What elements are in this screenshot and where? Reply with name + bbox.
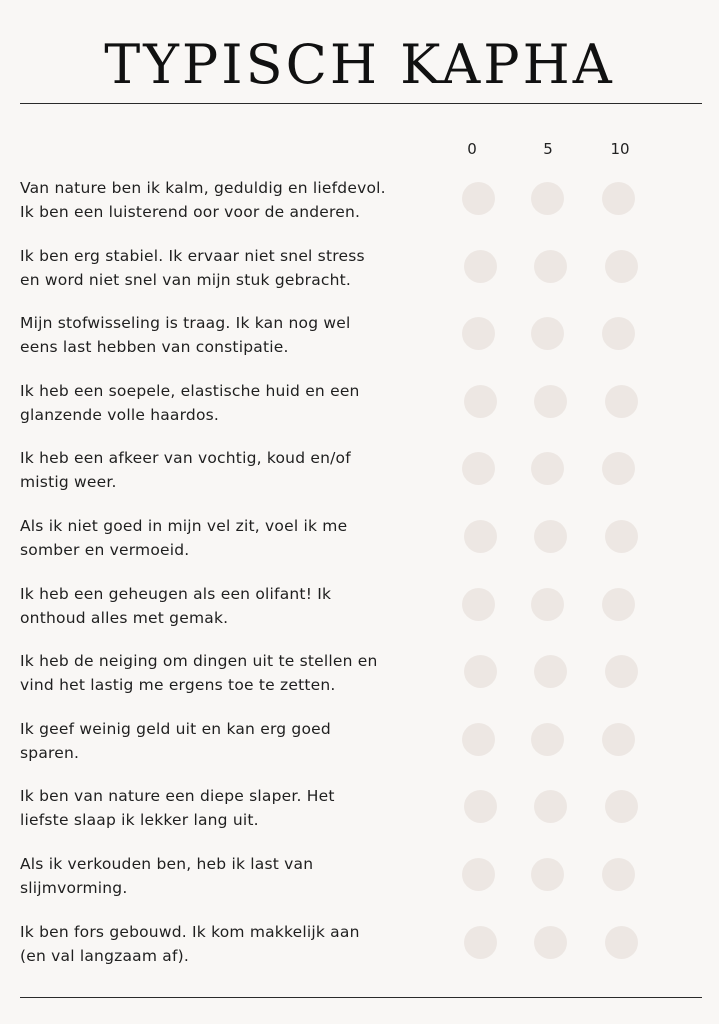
question-line-1: Ik ben van nature een diepe slaper. Het xyxy=(20,787,335,805)
question-line-1: Ik ben fors gebouwd. Ik kom makkelijk aan xyxy=(20,923,360,941)
question-row xyxy=(0,718,719,774)
question-line-1: Ik heb een soepele, elastische huid en een xyxy=(20,382,360,400)
question-line-1: Als ik niet goed in mijn vel zit, voel ik me xyxy=(20,517,348,535)
question-line-1: Van nature ben ik kalm, geduldig en liefdevol. xyxy=(20,179,386,197)
question-text xyxy=(20,583,440,630)
rating-circle-5[interactable] xyxy=(534,790,567,823)
question-text xyxy=(20,245,440,292)
rating-circle-10[interactable] xyxy=(605,790,638,823)
question-text xyxy=(20,177,440,224)
rating-circle-0[interactable] xyxy=(462,858,495,891)
question-line-2: mistig weer. xyxy=(20,472,117,491)
rating-circle-0[interactable] xyxy=(464,655,497,688)
rating-circle-0[interactable] xyxy=(462,182,495,215)
rating-circle-10[interactable] xyxy=(602,858,635,891)
rating-circle-10[interactable] xyxy=(602,317,635,350)
rating-circle-5[interactable] xyxy=(534,385,567,418)
question-line-2: sparen. xyxy=(20,743,80,762)
page-title: TYPISCH KAPHA xyxy=(104,33,615,96)
bottom-divider xyxy=(20,997,702,998)
question-row xyxy=(0,785,719,841)
question-row xyxy=(0,312,719,368)
rating-circle-5[interactable] xyxy=(534,520,567,553)
question-text xyxy=(20,447,440,494)
rating-circle-10[interactable] xyxy=(602,182,635,215)
question-text xyxy=(20,921,440,968)
question-line-2: vind het lastig me ergens toe te zetten. xyxy=(20,675,336,694)
question-row xyxy=(0,515,719,571)
rating-circle-0[interactable] xyxy=(462,588,495,621)
question-line-2: Ik ben een luisterend oor voor de anderen. xyxy=(20,202,361,221)
question-line-1: Ik geef weinig geld uit en kan erg goed xyxy=(20,720,331,738)
question-line-2: eens last hebben van constipatie. xyxy=(20,337,289,356)
rating-circle-5[interactable] xyxy=(531,317,564,350)
rating-circle-5[interactable] xyxy=(534,655,567,688)
question-text xyxy=(20,312,440,359)
rating-circle-10[interactable] xyxy=(605,655,638,688)
question-line-2: glanzende volle haardos. xyxy=(20,405,220,424)
rating-circle-10[interactable] xyxy=(602,588,635,621)
rating-circle-10[interactable] xyxy=(605,926,638,959)
rating-circle-10[interactable] xyxy=(605,250,638,283)
question-line-1: Ik heb een afkeer van vochtig, koud en/of xyxy=(20,449,351,467)
top-divider xyxy=(20,103,702,104)
question-line-2: onthoud alles met gemak. xyxy=(20,608,229,627)
rating-circle-5[interactable] xyxy=(531,858,564,891)
question-row xyxy=(0,650,719,706)
question-line-1: Ik heb een geheugen als een olifant! Ik xyxy=(20,585,332,603)
question-line-2: liefste slaap ik lekker lang uit. xyxy=(20,810,259,829)
question-line-1: Mijn stofwisseling is traag. Ik kan nog wel xyxy=(20,314,351,332)
question-text xyxy=(20,785,440,832)
rating-circle-0[interactable] xyxy=(462,317,495,350)
scale-label-0: 0 xyxy=(467,140,477,158)
question-text xyxy=(20,380,440,427)
question-line-2: slijmvorming. xyxy=(20,878,128,897)
question-row xyxy=(0,921,719,977)
question-row xyxy=(0,177,719,233)
question-text xyxy=(20,650,440,697)
rating-circle-0[interactable] xyxy=(464,790,497,823)
question-line-2: somber en vermoeid. xyxy=(20,540,190,559)
scale-label-5: 5 xyxy=(543,140,553,158)
rating-circle-10[interactable] xyxy=(602,452,635,485)
rating-circle-0[interactable] xyxy=(464,250,497,283)
question-line-2: en word niet snel van mijn stuk gebracht. xyxy=(20,270,352,289)
question-line-1: Ik heb de neiging om dingen uit te stellen en xyxy=(20,652,378,670)
rating-circle-0[interactable] xyxy=(464,926,497,959)
question-line-1: Als ik verkouden ben, heb ik last van xyxy=(20,855,314,873)
rating-circle-10[interactable] xyxy=(605,520,638,553)
question-text xyxy=(20,515,440,562)
rating-circle-5[interactable] xyxy=(534,926,567,959)
rating-circle-5[interactable] xyxy=(534,250,567,283)
rating-circle-0[interactable] xyxy=(462,723,495,756)
question-text xyxy=(20,718,440,765)
question-row xyxy=(0,447,719,503)
question-row xyxy=(0,380,719,436)
rating-circle-0[interactable] xyxy=(462,452,495,485)
rating-circle-0[interactable] xyxy=(464,520,497,553)
rating-circle-5[interactable] xyxy=(531,452,564,485)
rating-circle-10[interactable] xyxy=(605,385,638,418)
question-line-2: (en val langzaam af). xyxy=(20,946,189,965)
rating-circle-5[interactable] xyxy=(531,588,564,621)
rating-circle-5[interactable] xyxy=(531,723,564,756)
question-row xyxy=(0,853,719,909)
rating-circle-10[interactable] xyxy=(602,723,635,756)
question-line-1: Ik ben erg stabiel. Ik ervaar niet snel stress xyxy=(20,247,365,265)
rating-circle-0[interactable] xyxy=(464,385,497,418)
question-row xyxy=(0,245,719,301)
rating-circle-5[interactable] xyxy=(531,182,564,215)
question-text xyxy=(20,853,440,900)
question-row xyxy=(0,583,719,639)
scale-label-10: 10 xyxy=(610,140,630,158)
